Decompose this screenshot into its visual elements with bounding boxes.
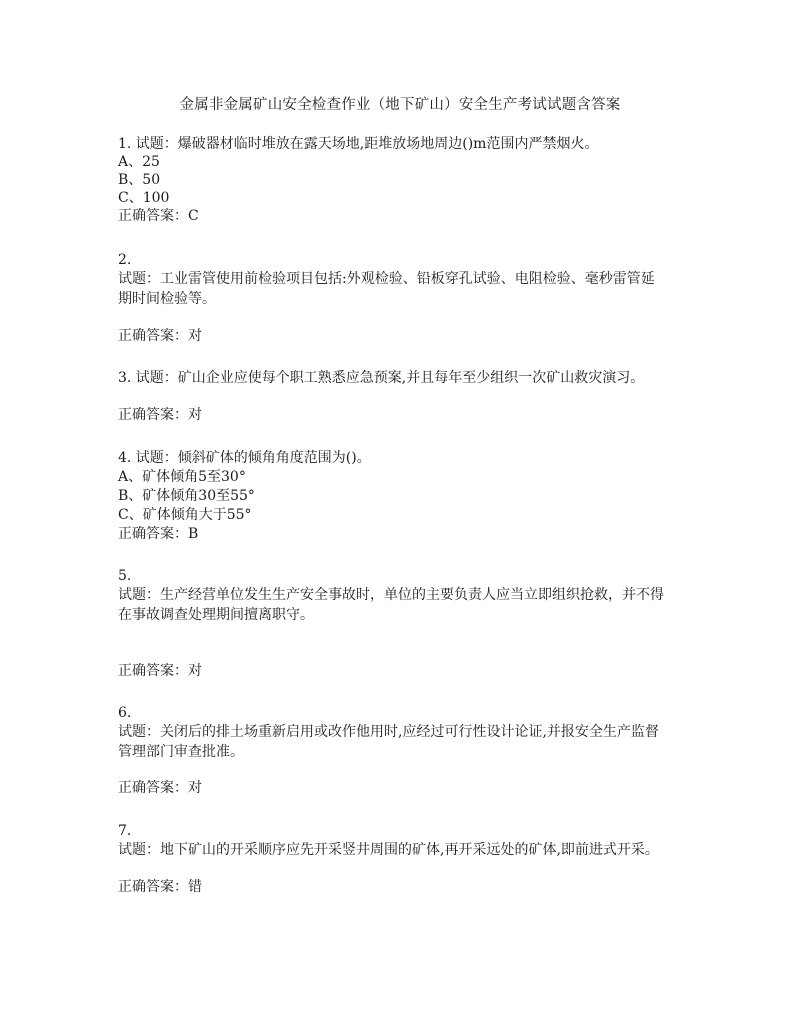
document-title: 金属非金属矿山安全检查作业（地下矿山）安全生产考试试题含答案 [179,97,621,113]
q7-question: 试题：地下矿山的开采顺序应先开采竖井周围的矿体,再开采远处的矿体,即前进式开采。 [118,842,659,858]
q7-answer: 正确答案：错 [118,879,202,895]
q1-option-a: A、25 [118,154,160,170]
q6-answer: 正确答案：对 [118,780,202,796]
q5-answer: 正确答案：对 [118,663,202,679]
q2-question-line1: 试题：工业雷管使用前检验项目包括:外观检验、铅板穿孔试验、电阻检验、毫秒雷管延 [118,271,655,287]
q5-question-line2: 在事故调查处理期间擅离职守。 [118,607,314,623]
q1-option-c: C、100 [118,190,170,206]
q1-question: 1. 试题：爆破器材临时堆放在露天场地,距堆放场地周边()m范围内严禁烟火。 [118,136,599,152]
q6-question-line1: 试题：关闭后的排土场重新启用或改作他用时,应经过可行性设计论证,并报安全生产监督 [118,724,659,740]
q1-answer: 正确答案：C [118,208,199,224]
q3-question: 3. 试题：矿山企业应使每个职工熟悉应急预案,并且每年至少组织一次矿山救灾演习。 [118,370,645,386]
q6-number: 6. [118,705,132,721]
q2-answer: 正确答案：对 [118,328,202,344]
q6-question-line2: 管理部门审查批准。 [118,744,244,760]
q5-number: 5. [118,568,132,584]
q2-question-line2: 期时间检验等。 [118,291,216,307]
q4-option-a: A、矿体倾角5至30° [118,469,246,485]
q4-answer: 正确答案：B [118,526,199,542]
q1-option-b: B、50 [118,172,161,188]
q5-question-line1: 试题：生产经营单位发生生产安全事故时，单位的主要负责人应当立即组织抢救，并不得 [118,587,664,603]
q7-number: 7. [118,823,132,839]
q4-option-c: C、矿体倾角大于55° [118,507,252,523]
q4-option-b: B、矿体倾角30至55° [118,488,255,504]
q2-number: 2. [118,252,132,268]
q3-answer: 正确答案：对 [118,407,202,423]
q4-question: 4. 试题：倾斜矿体的倾角角度范围为()。 [118,450,371,466]
